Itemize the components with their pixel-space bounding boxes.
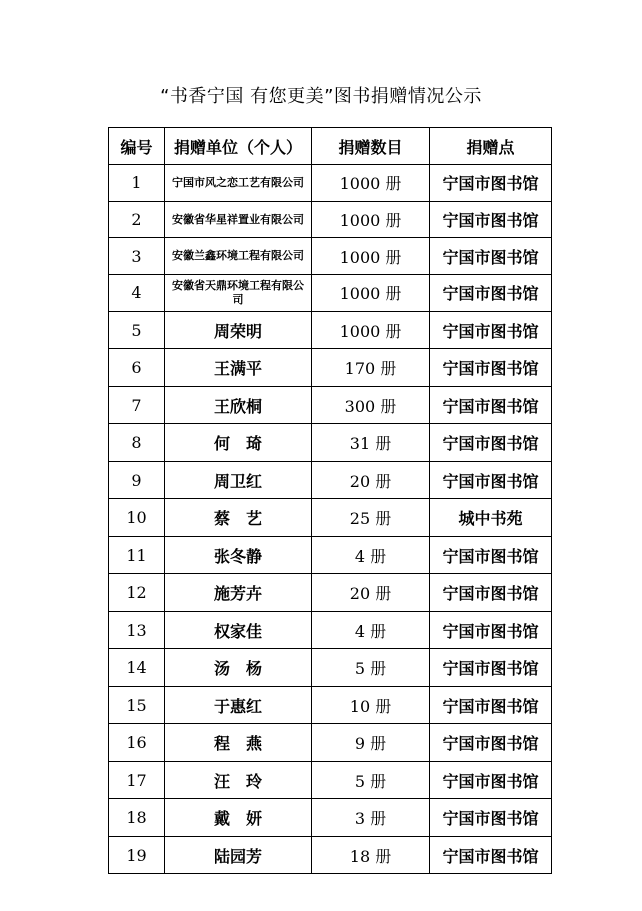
table-row — [109, 201, 552, 238]
row-donor: 戴 妍 — [165, 799, 312, 837]
row-count: 5 册 — [312, 761, 430, 799]
row-donor: 陆园芳 — [165, 836, 312, 874]
row-number: 11 — [109, 536, 165, 574]
row-place: 宁国市图书馆 — [430, 649, 552, 687]
row-count: 31 册 — [312, 424, 430, 462]
row-donor: 汤 杨 — [165, 649, 312, 687]
row-donor: 周卫红 — [165, 461, 312, 499]
header-number: 编号 — [109, 128, 165, 165]
row-place: 宁国市图书馆 — [430, 165, 552, 202]
row-donor: 程 燕 — [165, 724, 312, 762]
table-row — [109, 275, 552, 312]
table-row — [109, 686, 552, 724]
row-count: 1000 册 — [312, 275, 430, 312]
row-number: 9 — [109, 461, 165, 499]
page-title: “书香宁国 有您更美”图书捐赠情况公示 — [160, 86, 482, 107]
row-count: 170 册 — [312, 349, 430, 387]
row-number: 1 — [109, 165, 165, 202]
row-number: 12 — [109, 574, 165, 612]
row-place: 宁国市图书馆 — [430, 201, 552, 238]
row-count: 10 册 — [312, 686, 430, 724]
row-number: 17 — [109, 761, 165, 799]
row-count: 1000 册 — [312, 311, 430, 349]
row-count: 18 册 — [312, 836, 430, 874]
row-place: 宁国市图书馆 — [430, 461, 552, 499]
row-place: 宁国市图书馆 — [430, 836, 552, 874]
row-number: 7 — [109, 386, 165, 424]
row-count: 9 册 — [312, 724, 430, 762]
row-place: 宁国市图书馆 — [430, 424, 552, 462]
header-donor: 捐赠单位（个人） — [165, 128, 312, 165]
table-row — [109, 649, 552, 687]
table-row — [109, 311, 552, 349]
row-number: 3 — [109, 238, 165, 275]
table-row — [109, 611, 552, 649]
row-place: 宁国市图书馆 — [430, 536, 552, 574]
header-place: 捐赠点 — [430, 128, 552, 165]
table-row — [109, 461, 552, 499]
row-donor: 何 琦 — [165, 424, 312, 462]
row-count: 1000 册 — [312, 238, 430, 275]
row-donor: 施芳卉 — [165, 574, 312, 612]
row-place: 宁国市图书馆 — [430, 724, 552, 762]
row-number: 14 — [109, 649, 165, 687]
table-row — [109, 386, 552, 424]
row-donor: 周荣明 — [165, 311, 312, 349]
row-number: 8 — [109, 424, 165, 462]
row-count: 5 册 — [312, 649, 430, 687]
table-row — [109, 165, 552, 202]
row-number: 6 — [109, 349, 165, 387]
row-count: 4 册 — [312, 536, 430, 574]
row-donor: 安徽省华星祥置业有限公司 — [165, 201, 312, 238]
table-row — [109, 799, 552, 837]
row-number: 5 — [109, 311, 165, 349]
row-donor: 蔡 艺 — [165, 499, 312, 537]
row-count: 3 册 — [312, 799, 430, 837]
table-row — [109, 424, 552, 462]
row-number: 13 — [109, 611, 165, 649]
row-place: 宁国市图书馆 — [430, 574, 552, 612]
table-row — [109, 836, 552, 874]
row-donor: 宁国市风之恋工艺有限公司 — [165, 165, 312, 202]
table-row — [109, 499, 552, 537]
table-header-row — [109, 128, 552, 165]
row-donor: 于惠红 — [165, 686, 312, 724]
row-donor: 王满平 — [165, 349, 312, 387]
row-number: 4 — [109, 275, 165, 312]
row-donor: 安徽省天鼎环境工程有限公司 — [165, 275, 312, 312]
row-donor: 汪 玲 — [165, 761, 312, 799]
table-row — [109, 574, 552, 612]
row-number: 10 — [109, 499, 165, 537]
row-number: 15 — [109, 686, 165, 724]
row-count: 20 册 — [312, 574, 430, 612]
row-place: 宁国市图书馆 — [430, 686, 552, 724]
row-count: 300 册 — [312, 386, 430, 424]
row-number: 19 — [109, 836, 165, 874]
row-donor: 安徽兰鑫环境工程有限公司 — [165, 238, 312, 275]
row-count: 25 册 — [312, 499, 430, 537]
table-row — [109, 761, 552, 799]
row-place: 城中书苑 — [430, 499, 552, 537]
row-place: 宁国市图书馆 — [430, 311, 552, 349]
donation-table — [108, 127, 552, 874]
row-place: 宁国市图书馆 — [430, 275, 552, 312]
header-count: 捐赠数目 — [312, 128, 430, 165]
row-place: 宁国市图书馆 — [430, 611, 552, 649]
row-count: 4 册 — [312, 611, 430, 649]
row-count: 1000 册 — [312, 165, 430, 202]
row-number: 18 — [109, 799, 165, 837]
row-donor: 王欣桐 — [165, 386, 312, 424]
row-donor: 张冬静 — [165, 536, 312, 574]
table-row — [109, 724, 552, 762]
table-row — [109, 238, 552, 275]
row-number: 2 — [109, 201, 165, 238]
row-count: 1000 册 — [312, 201, 430, 238]
row-count: 20 册 — [312, 461, 430, 499]
table-row — [109, 349, 552, 387]
row-place: 宁国市图书馆 — [430, 386, 552, 424]
row-donor: 权家佳 — [165, 611, 312, 649]
table-row — [109, 536, 552, 574]
row-place: 宁国市图书馆 — [430, 238, 552, 275]
row-place: 宁国市图书馆 — [430, 349, 552, 387]
row-place: 宁国市图书馆 — [430, 761, 552, 799]
row-place: 宁国市图书馆 — [430, 799, 552, 837]
row-number: 16 — [109, 724, 165, 762]
